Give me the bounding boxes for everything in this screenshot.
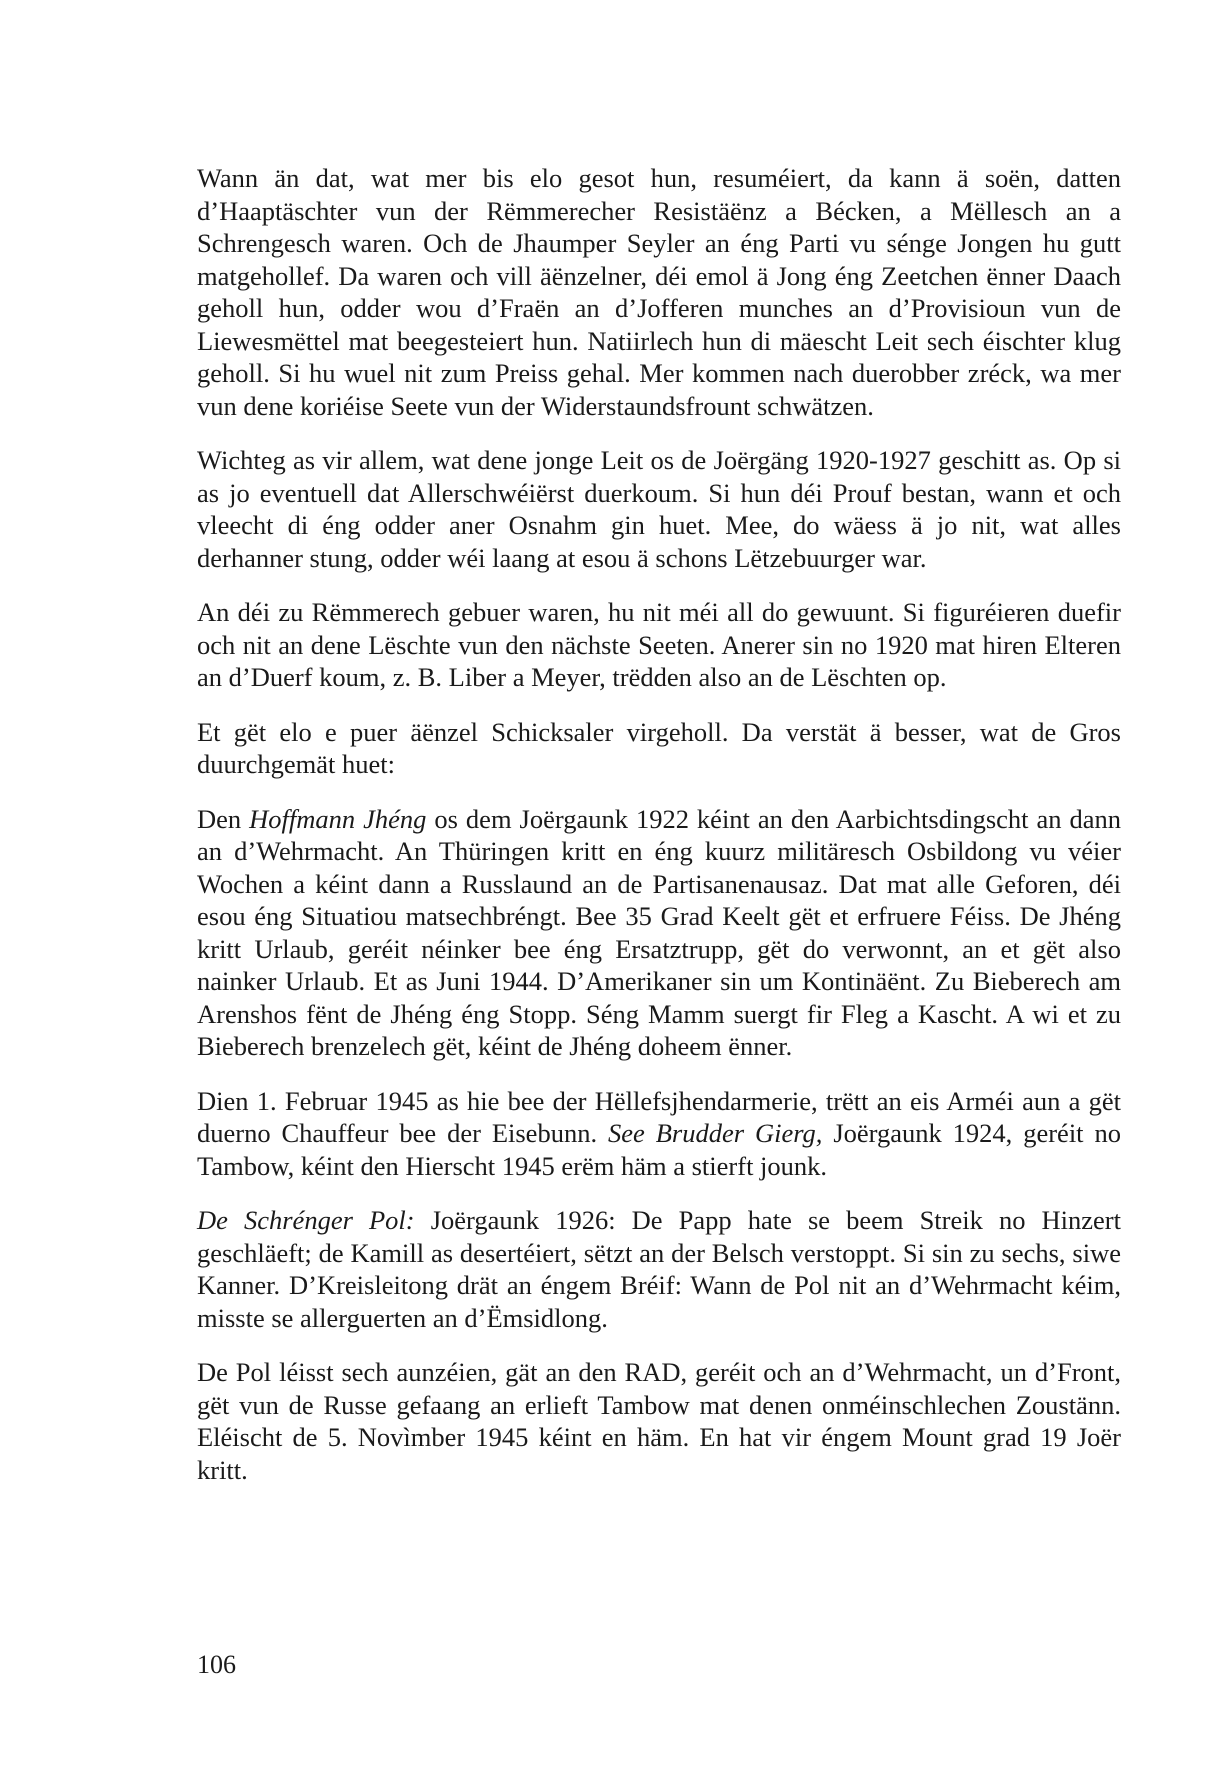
person-name-schrenger-pol: De Schrénger Pol:: [197, 1205, 415, 1235]
paragraph-6: [197, 1085, 1121, 1183]
paragraph-5-text-b: os dem Joërgaunk 1922 kéint an den Aarbichtsdingscht an dann an d’Wehrmacht. An Thüringen kritt en éng kuurz militäresch Osbildong vu véier Wochen a kéint dann a Russlaund an de Partisanenausaz. Dat mat alle Geforen, déi esou éng Situatiou matsechbréngt. Bee 35 Grad Keelt gët et erfruere Féiss. De Jhéng kritt Urlaub, geréit néinker bee éng Ersatztrupp, gët do verwonnt, an et gët also nainker Urlaub. Et as Juni 1944. D’Amerikaner sin um Kontinäënt. Zu Bieberech am Arenshos fënt de Jhéng éng Stopp. Séng Mamm suergt fir Fleg a Kascht. A wi et zu Bieberech brenzelech gët, kéint de Jhéng doheem ënner.: [197, 803, 1121, 1061]
person-name-hoffmann-jheng: Hoffmann Jhéng: [249, 803, 427, 834]
paragraph-3-text: An déi zu Rëmmerech gebuer waren, hu nit méi all do gewuunt. Si figuréieren duefir och nit an dene Lëschte vun den nächste Seeten. Anerer sin no 1920 mat hiren Elteren an d’Duerf koum, z. B. Liber a Meyer, trëdden also an de Lëschten op.: [197, 597, 1121, 692]
paragraph-6-text-a: Dien 1. Februar 1945 as hie bee der Hëllefsjhendarmerie, trëtt an eis Arméi aun a gët duerno Chauffeur bee der Eisebunn.: [197, 1085, 1121, 1148]
paragraph-1: [197, 162, 1121, 422]
paragraph-7: [197, 1204, 1121, 1334]
paragraph-3: [197, 596, 1121, 694]
paragraph-8-text: De Pol léisst sech aunzéien, gät an den RAD, geréit och an d’Wehrmacht, un d’Front, gët vun de Russe gefaang an erlieft Tambow mat denen onméinschlechen Zoustänn. Eléischt de 5. Novìmber 1945 kéint en häm. En hat vir éngem Mount grad 19 Joër kritt.: [197, 1357, 1121, 1485]
paragraph-6-text-b: Joërgaunk 1924, geréit no Tambow, kéint den Hierscht 1945 erëm häm a stierft jounk.: [197, 1118, 1121, 1181]
paragraph-7-text: Joërgaunk 1926: De Papp hate se beem Streik no Hinzert geschläeft; de Kamill as desertéiert, sëtzt an der Belsch verstoppt. Si sin zu sechs, siwe Kanner. D’Kreisleitong drät an éngem Bréif: Wann de Pol nit an d’Wehrmacht kéim, misste se allerguerten an d’Ëmsidlong.: [197, 1205, 1121, 1333]
paragraph-5: [197, 803, 1121, 1063]
paragraph-5-text-a: Den: [197, 803, 250, 834]
person-name-brudder-gierg: See Brudder Gierg,: [608, 1118, 823, 1148]
paragraph-4-text: Et gët elo e puer äënzel Schicksaler virgeholl. Da verstät ä besser, wat de Gros duurchgemät huet:: [197, 716, 1121, 779]
paragraph-8: [197, 1356, 1121, 1486]
paragraph-4: [197, 716, 1121, 781]
paragraph-2-text: Wichteg as vir allem, wat dene jonge Leit os de Joërgäng 1920-1927 geschitt as. Op si as jo eventuell dat Allerschwéiërst duerkoum. Si hun déi Prouf bestan, wann et och vleecht di éng odder aner Osnahm gin huet. Mee, do wäess ä jo nit, wat alles derhanner stung, odder wéi laang at esou ä schons Lëtzebuurger war.: [197, 445, 1121, 573]
paragraph-1-text: Wann än dat, wat mer bis elo gesot hun, resuméiert, da kann ä soën, datten d’Haaptäschter vun der Rëmmerecher Resistäënz a Bécken, a Mëllesch an a Schrengesch waren. Och de Jhaumper Seyler an éng Parti vu sénge Jongen hu gutt matgehollef. Da waren och vill äënzelner, déi emol ä Jong éng Zeetchen ënner Daach geholl hun, odder wou d’Fraën an d’Jofferen munches an d’Provisioun vun de Liewesmëttel mat beegesteiert hun. Natiirlech hun di mäescht Leit sech éischter klug geholl. Si hu wuel nit zum Preiss gehal. Mer kommen nach duerobber zréck, wa mer vun dene koriéise Seete vun der Widerstaundsfrount schwätzen.: [197, 163, 1121, 421]
page-body: [197, 162, 1121, 1508]
page-number: 106: [197, 1650, 236, 1679]
paragraph-2: [197, 444, 1121, 574]
